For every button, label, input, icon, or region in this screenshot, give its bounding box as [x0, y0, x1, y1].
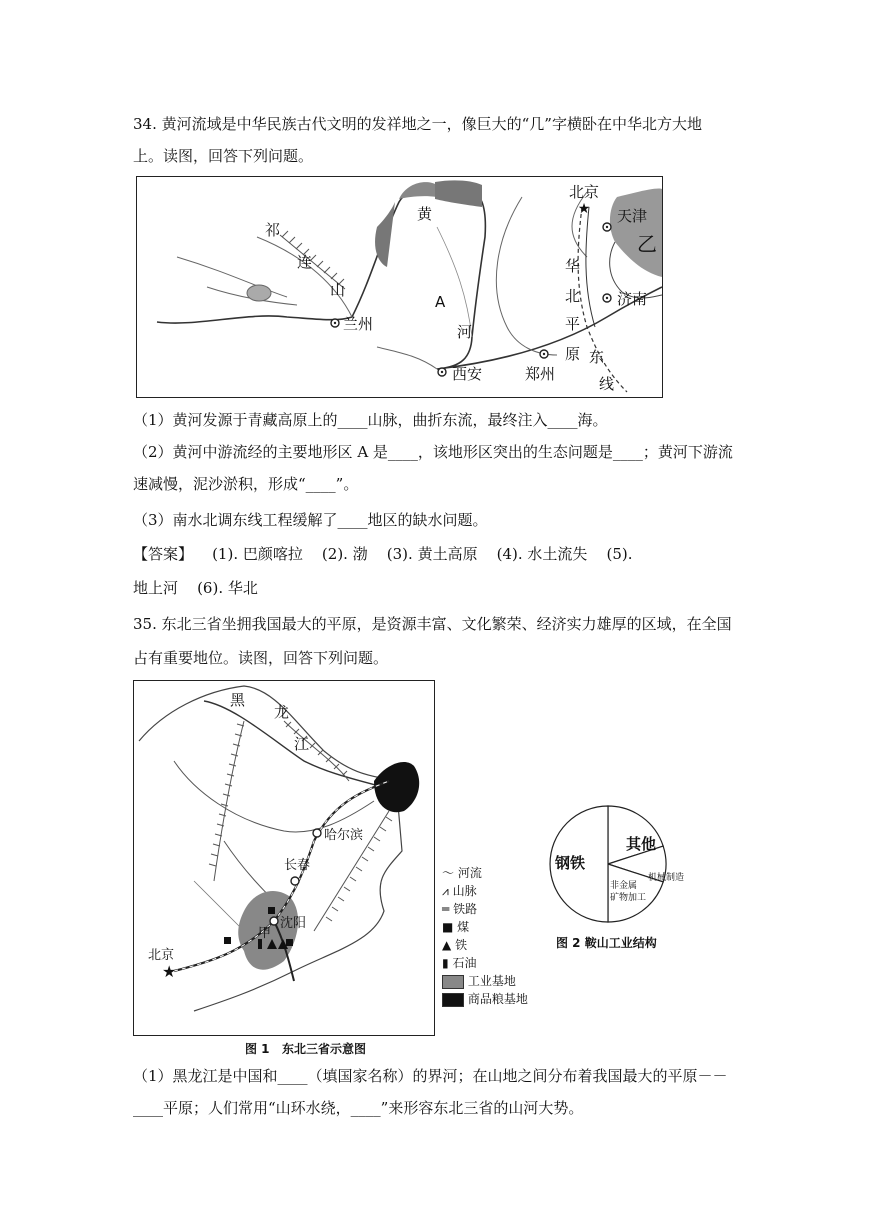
railway-icon: ═: [442, 902, 450, 916]
label-jia: 甲: [258, 926, 272, 941]
legend-oil: 石油: [452, 956, 477, 970]
label-shan: 山: [330, 281, 346, 299]
river-icon: 〜: [442, 866, 455, 880]
coal-icon: ■: [442, 920, 454, 934]
label-huang: 黄: [417, 205, 433, 223]
label-xian2: 线: [599, 375, 615, 393]
label-changchun: 长春: [284, 858, 311, 873]
pie-label-qita: 其他: [626, 835, 657, 853]
label-zhengzhou: 郑州: [525, 365, 556, 383]
northeast-map: [133, 680, 435, 1036]
label-hua: 华: [565, 257, 581, 275]
label-lanzhou: 兰州: [343, 315, 374, 333]
label-yuan: 原: [565, 345, 581, 363]
label-beijing: 北京: [569, 183, 600, 201]
label-a: A: [435, 293, 446, 311]
legend-railway: 铁路: [453, 902, 478, 916]
label-bei: 北: [565, 287, 581, 305]
label-shenyang: 沈阳: [280, 916, 307, 931]
pie-label-jixie: 机械制造: [648, 873, 685, 883]
q35-line1: 35. 东北三省坐拥我国最大的平原，是资源丰富、文化繁荣、经济实力雄厚的区域，在全国: [133, 615, 732, 633]
q34-answer-a: 【答案】 (1). 巴颜喀拉 (2). 渤 (3). 黄土高原 (4). 水土流失 (5).: [133, 545, 633, 563]
grain-base-icon: [442, 993, 464, 1007]
legend-industrial: 工业基地: [467, 974, 516, 988]
q35-sub1a: （1）黑龙江是中国和____（填国家名称）的界河；在山地之间分布着我国最大的平原－－: [133, 1067, 728, 1085]
figure1-caption: 图 1 东北三省示意图: [245, 1042, 367, 1056]
pie-label-feijinshu1: 非金属: [610, 881, 638, 891]
iron-icon: ▲: [442, 938, 452, 952]
q35-sub1b: ____平原；人们常用“山环水绕，____”来形容东北三省的山河大势。: [133, 1099, 584, 1117]
label-tianjin: 天津: [617, 207, 648, 225]
label-harbin: 哈尔滨: [324, 828, 364, 843]
label-jinan: 济南: [617, 290, 648, 308]
q34-answer-b: 地上河 (6). 华北: [133, 579, 258, 597]
label-yi: 乙: [637, 232, 657, 256]
label-long: 龙: [274, 703, 290, 721]
label-ping: 平: [565, 315, 581, 333]
q34-sub1: （1）黄河发源于青藏高原上的____山脉，曲折东流，最终注入____海。: [133, 411, 608, 429]
label-xian: 西安: [452, 365, 483, 383]
anshan-pie-chart: [540, 800, 710, 930]
pie-label-gangtie: 钢铁: [555, 854, 586, 872]
legend-river: 河流: [457, 866, 482, 880]
q34-sub2a: （2）黄河中游流经的主要地形区 A 是____，该地形区突出的生态问题是____；黄河下游流: [133, 443, 733, 461]
label-dong: 东: [589, 348, 605, 366]
mountain-icon: ⩘: [442, 884, 449, 898]
svg-text:★: ★: [162, 962, 177, 981]
label-jiang: 江: [294, 735, 310, 753]
oil-icon: ▮: [442, 956, 449, 970]
industrial-base-icon: [442, 975, 464, 989]
pie-label-feijinshu2: 矿物加工: [610, 893, 647, 903]
q34-sub3: （3）南水北调东线工程缓解了____地区的缺水问题。: [133, 511, 488, 529]
svg-text:★: ★: [577, 201, 591, 217]
q34-line2: 上。读图，回答下列问题。: [133, 147, 314, 165]
q35-line2: 占有重要地位。读图，回答下列问题。: [133, 649, 389, 667]
label-lian: 连: [297, 253, 313, 271]
yellow-river-map: [136, 176, 663, 398]
label-beijing-ne: 北京: [148, 948, 175, 963]
label-hei: 黑: [230, 691, 246, 709]
legend-mountain: 山脉: [452, 884, 477, 898]
legend-iron: 铁: [455, 938, 468, 952]
legend-grain: 商品粮基地: [467, 992, 528, 1006]
q34-line1: 34. 黄河流域是中华民族古代文明的发祥地之一，像巨大的“几”字横卧在中华北方大地: [133, 115, 702, 133]
q34-sub2b: 速减慢，泥沙淤积，形成“____”。: [133, 475, 359, 493]
label-he: 河: [457, 323, 473, 341]
figure2-caption: 图 2 鞍山工业结构: [556, 936, 657, 950]
label-qi: 祁: [265, 221, 281, 239]
legend-coal: 煤: [457, 920, 470, 934]
